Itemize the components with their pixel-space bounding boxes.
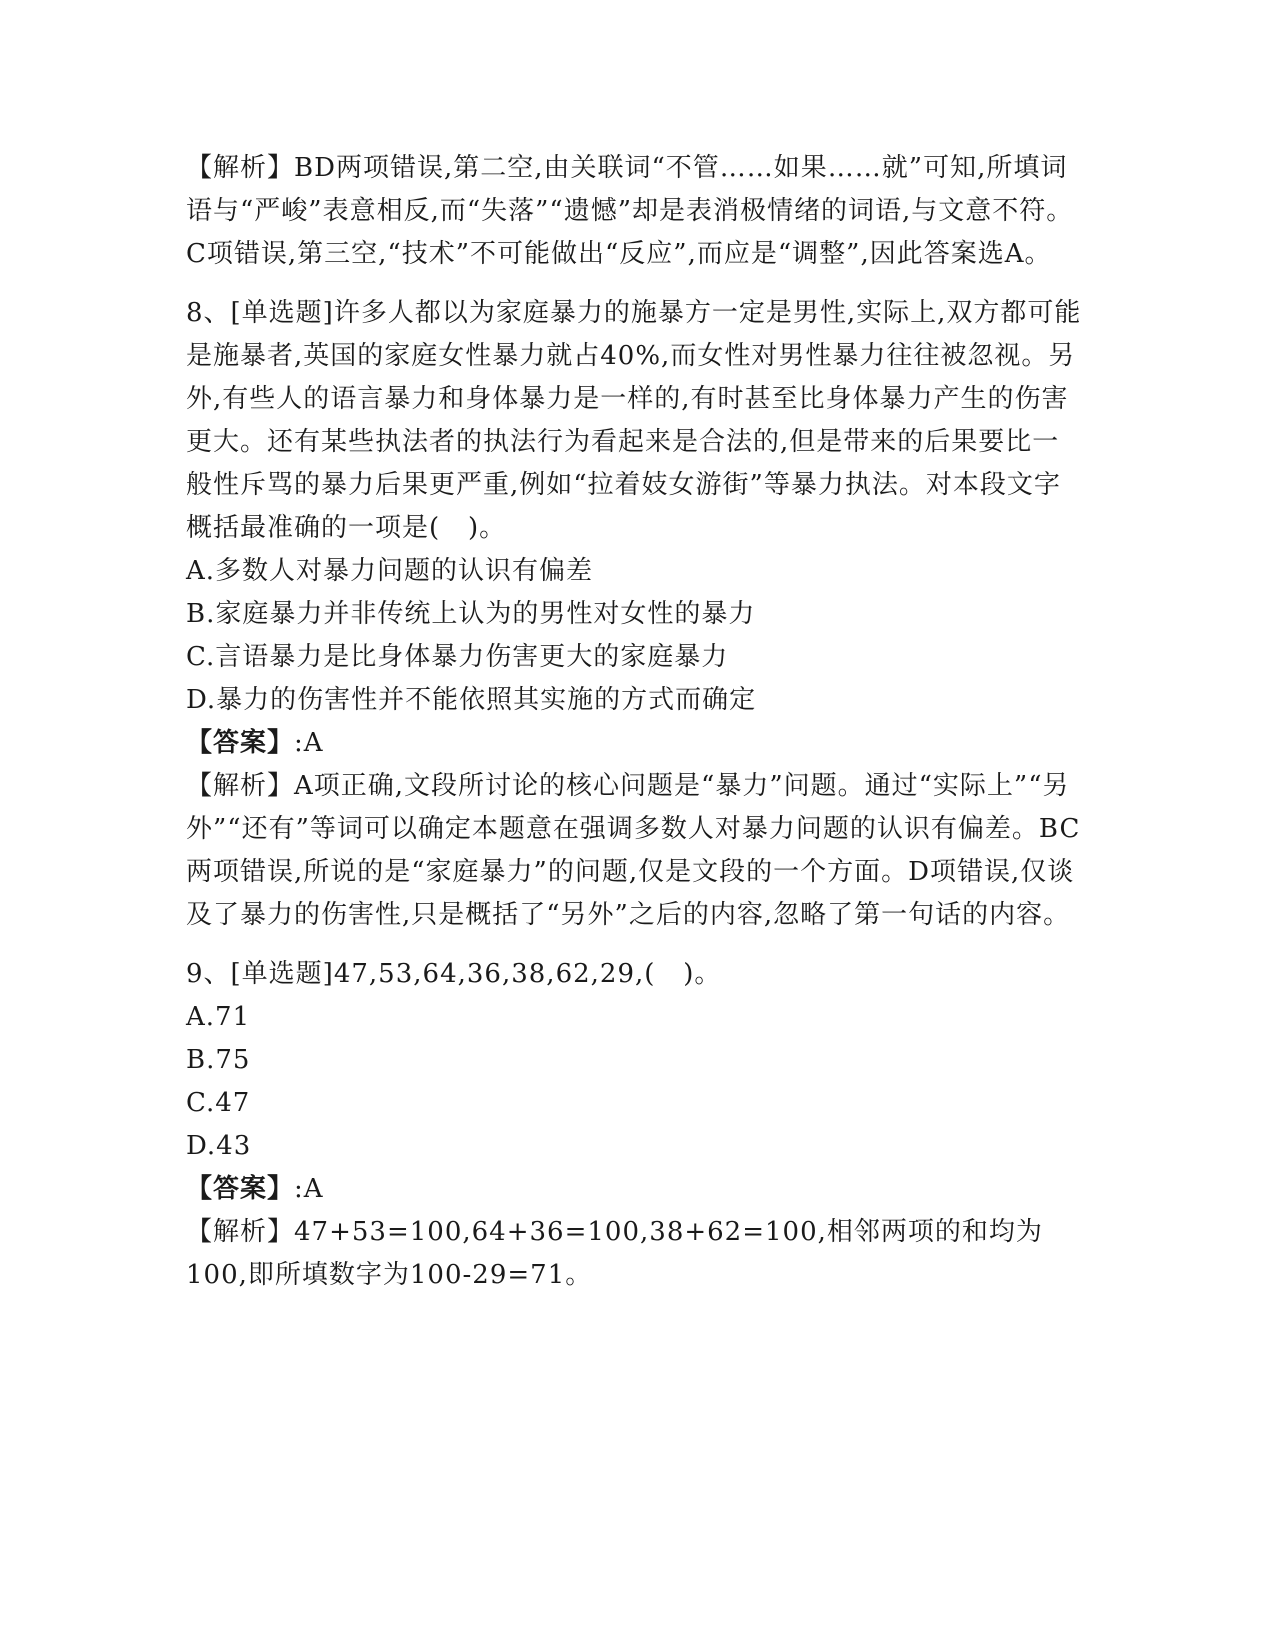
q9-analysis (186, 1211, 1086, 1297)
q9-option-b: B.75 (186, 1045, 251, 1075)
q9-analysis-label: 【解析】 (186, 1217, 295, 1247)
page-content (186, 147, 1086, 1297)
q8-option-c: C.言语暴力是比身体暴力伤害更大的家庭暴力 (186, 642, 729, 672)
q9-answer (186, 1168, 1086, 1211)
q9-analysis-text: 47+53=100,64+36=100,38+62=100,相邻两项的和均为100,即所填数字为100-29=71。 (186, 1217, 1043, 1290)
q8-stem: 8、[单选题]许多人都以为家庭暴力的施暴方一定是男性,实际上,双方都可能是施暴者,英国的家庭女性暴力就占40%,而女性对男性暴力往往被忽视。另外,有些人的语言暴力和身体暴力是一样的,有时甚至比身体暴力产生的伤害更大。还有某些执法者的执法行为看起来是合法的,但是带来的后果要比一般性斥骂的暴力后果更严重,例如“拉着妓女游街”等暴力执法。对本段文字概括最准确的一项是( )。 (186, 298, 1082, 543)
q8-option-b: B.家庭暴力并非传统上认为的男性对女性的暴力 (186, 599, 756, 629)
q8-answer-value: :A (294, 728, 324, 758)
q8-analysis-text: A项正确,文段所讨论的核心问题是“暴力”问题。通过“实际上”“另外”“还有”等词可以确定本题意在强调多数人对暴力问题的认识有偏差。BC两项错误,所说的是“家庭暴力”的问题,仅是文段的一个方面。D项错误,仅谈及了暴力的伤害性,只是概括了“另外”之后的内容,忽略了第一句话的内容。 (186, 771, 1081, 930)
q8-analysis-label: 【解析】 (186, 771, 295, 801)
q7-analysis (186, 147, 1086, 276)
q9-answer-value: :A (294, 1174, 324, 1204)
q8-answer-label: 【答案】 (186, 728, 295, 758)
q9-option-c: C.47 (186, 1088, 251, 1118)
q9-option-a: A.71 (186, 1002, 251, 1032)
q8-option-d: D.暴力的伤害性并不能依照其实施的方式而确定 (186, 685, 757, 715)
q7-analysis-label: 【解析】 (186, 153, 295, 183)
q9-stem: 9、[单选题]47,53,64,36,38,62,29,( )。 (186, 959, 722, 989)
q8-answer (186, 722, 1086, 765)
q8-option-a: A.多数人对暴力问题的认识有偏差 (186, 556, 594, 586)
q9-option-d: D.43 (186, 1131, 252, 1161)
q7-analysis-text: BD两项错误,第二空,由关联词“不管……如果……就”可知,所填词语与“严峻”表意相反,而“失落”“遗憾”却是表消极情绪的词语,与文意不符。C项错误,第三空,“技术”不可能做出“反应”,而应是“调整”,因此答案选A。 (186, 153, 1074, 269)
q9-answer-label: 【答案】 (186, 1174, 295, 1204)
q8-analysis (186, 765, 1086, 937)
